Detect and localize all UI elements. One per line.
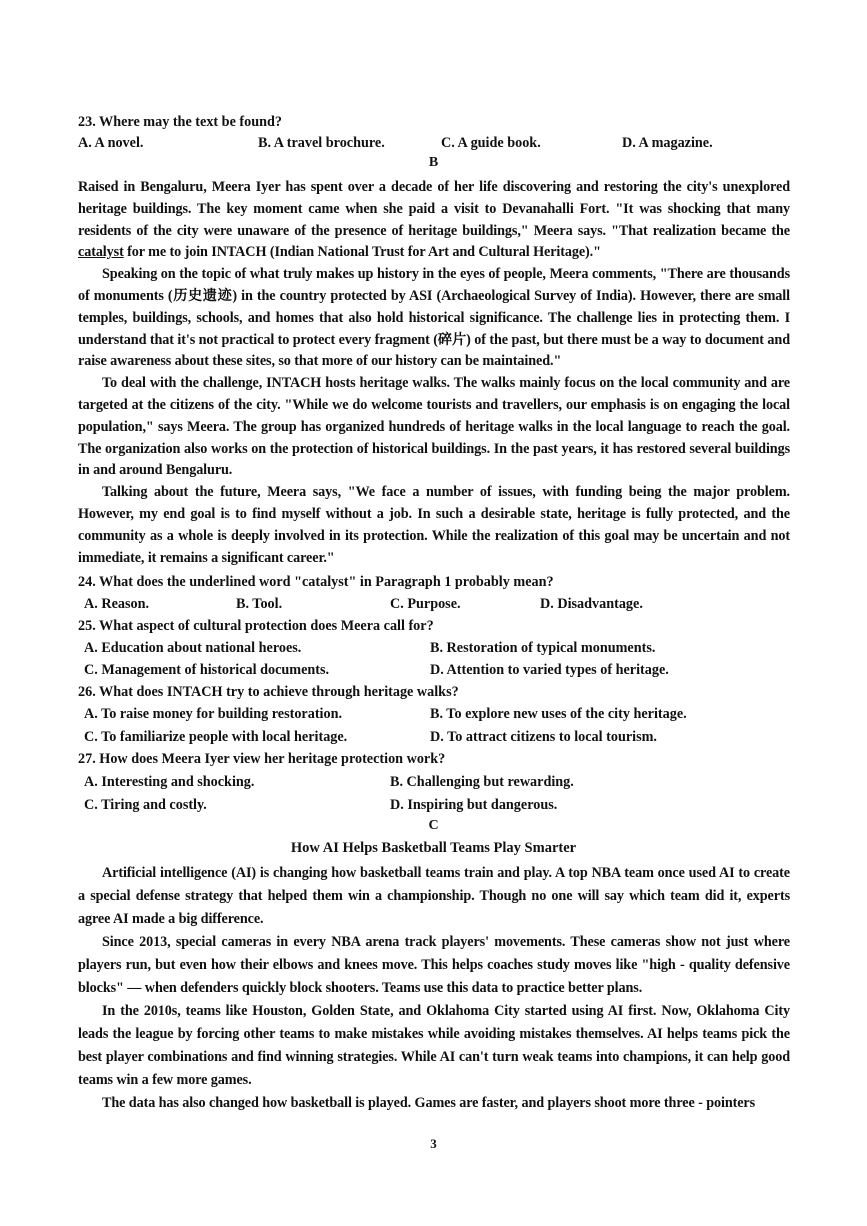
section-c-letter: C — [428, 818, 439, 833]
q23-question: 23. Where may the text be found? — [78, 114, 283, 130]
passage-b-paragraph-4: Talking about the future, Meera says, "We face a number of issues, with funding being the major problem. However, my end goal is to find myself without a job. In such a desirable state, heritage is fully protected, and the community as a whole is deeply involved in its protection. While the realization of this goal may be uncertain and not immediate, it remains a significant career." — [78, 484, 790, 566]
passage-c-paragraph-1: Artificial intelligence (AI) is changing how basketball teams train and play. A top NBA team once used AI to create a special defense strategy that helped them win a championship. Though no one will say which team did it, experts agree AI made a big difference. — [78, 865, 790, 927]
q24-option-b: B. Tool. — [236, 596, 283, 612]
passage-c-paragraph-3: In the 2010s, teams like Houston, Golden State, and Oklahoma City started using AI first. Now, Oklahoma City leads the league by forcing other teams to make mistakes while avoiding mistakes themselves. AI helps teams pick the best player combinations and find winning strategies. While AI can't turn weak teams into champions, it can help good teams win a few more games. — [78, 1003, 790, 1088]
passage-b-paragraph-2: Speaking on the topic of what truly makes up history in the eyes of people, Meera comments, "There are thousands of monuments (历史遗迹) in the country protected by ASI (Archaeological Survey of India). However, there are small temples, buildings, schools, and homes that also hold historical significance. The challenge lies in protecting them. I understand that it's not practical to protect every fragment (碎片) of the past, but there must be a way to document and raise awareness about these sites, so that more of our history can be maintained." — [78, 266, 790, 370]
q25-option-b: B. Restoration of typical monuments. — [430, 640, 656, 656]
underlined-word: catalyst — [78, 244, 124, 261]
q23-option-b: B. A travel brochure. — [258, 135, 385, 151]
q27-option-c: C. Tiring and costly. — [84, 797, 207, 813]
q23-option-c: C. A guide book. — [441, 135, 541, 151]
q26-option-d: D. To attract citizens to local tourism. — [430, 729, 657, 745]
page-number: 3 — [430, 1136, 437, 1151]
q26-option-a: A. To raise money for building restoration. — [84, 706, 343, 722]
q27-option-b: B. Challenging but rewarding. — [390, 774, 574, 790]
q23-option-a: A. A novel. — [78, 135, 144, 151]
passage-b-paragraph-3: To deal with the challenge, INTACH hosts heritage walks. The walks mainly focus on the local community and are targeted at the citizens of the city. "While we do welcome tourists and travellers, our emphasis is on engaging the local population," says Meera. The group has organized hundreds of heritage walks in the local language to reach the goal. The organization also works on the protection of historical buildings. In the past years, it has restored several buildings in and around Bengaluru. — [78, 375, 790, 479]
q26-option-b: B. To explore new uses of the city heritage. — [430, 706, 687, 722]
passage-b-paragraph-1: Raised in Bengaluru, Meera Iyer has spent over a decade of her life discovering and restoring the city's unexplored heritage buildings. The key moment came when she paid a visit to Devanahalli Fort. "It was shocking that many residents of the city were unaware of the presence of heritage buildings," Meera says. "That realization became the catalyst for me to join INTACH (Indian National Trust for Art and Cultural Heritage)." — [78, 179, 790, 261]
q25-option-c: C. Management of historical documents. — [84, 662, 330, 678]
passage-c — [78, 862, 790, 1115]
q24-question: 24. What does the underlined word "catalyst" in Paragraph 1 probably mean? — [78, 574, 554, 590]
q27-option-d: D. Inspiring but dangerous. — [390, 797, 558, 813]
q24-option-a: A. Reason. — [84, 596, 150, 612]
q27-option-a: A. Interesting and shocking. — [84, 774, 255, 790]
passage-c-paragraph-4: The data has also changed how basketball is played. Games are faster, and players shoot more three - pointers — [102, 1095, 756, 1111]
q25-option-a: A. Education about national heroes. — [84, 640, 302, 656]
q26-question: 26. What does INTACH try to achieve through heritage walks? — [78, 684, 459, 700]
q27-question: 27. How does Meera Iyer view her heritage protection work? — [78, 751, 446, 767]
section-b-letter: B — [428, 155, 439, 170]
q23-option-d: D. A magazine. — [622, 135, 713, 151]
passage-c-paragraph-2: Since 2013, special cameras in every NBA arena track players' movements. These cameras show not just where players run, but even how their elbows and knees move. This helps coaches study moves like "high - quality defensive blocks" — when defenders quickly block shooters. Teams use this data to practice better plans. — [78, 934, 790, 996]
passage-b — [78, 177, 790, 569]
passage-c-title: How AI Helps Basketball Teams Play Smarter — [290, 840, 577, 856]
q25-question: 25. What aspect of cultural protection does Meera call for? — [78, 618, 434, 634]
q24-option-d: D. Disadvantage. — [540, 596, 643, 612]
q26-option-c: C. To familiarize people with local heritage. — [84, 729, 348, 745]
q24-option-c: C. Purpose. — [390, 596, 461, 612]
q25-option-d: D. Attention to varied types of heritage. — [430, 662, 669, 678]
